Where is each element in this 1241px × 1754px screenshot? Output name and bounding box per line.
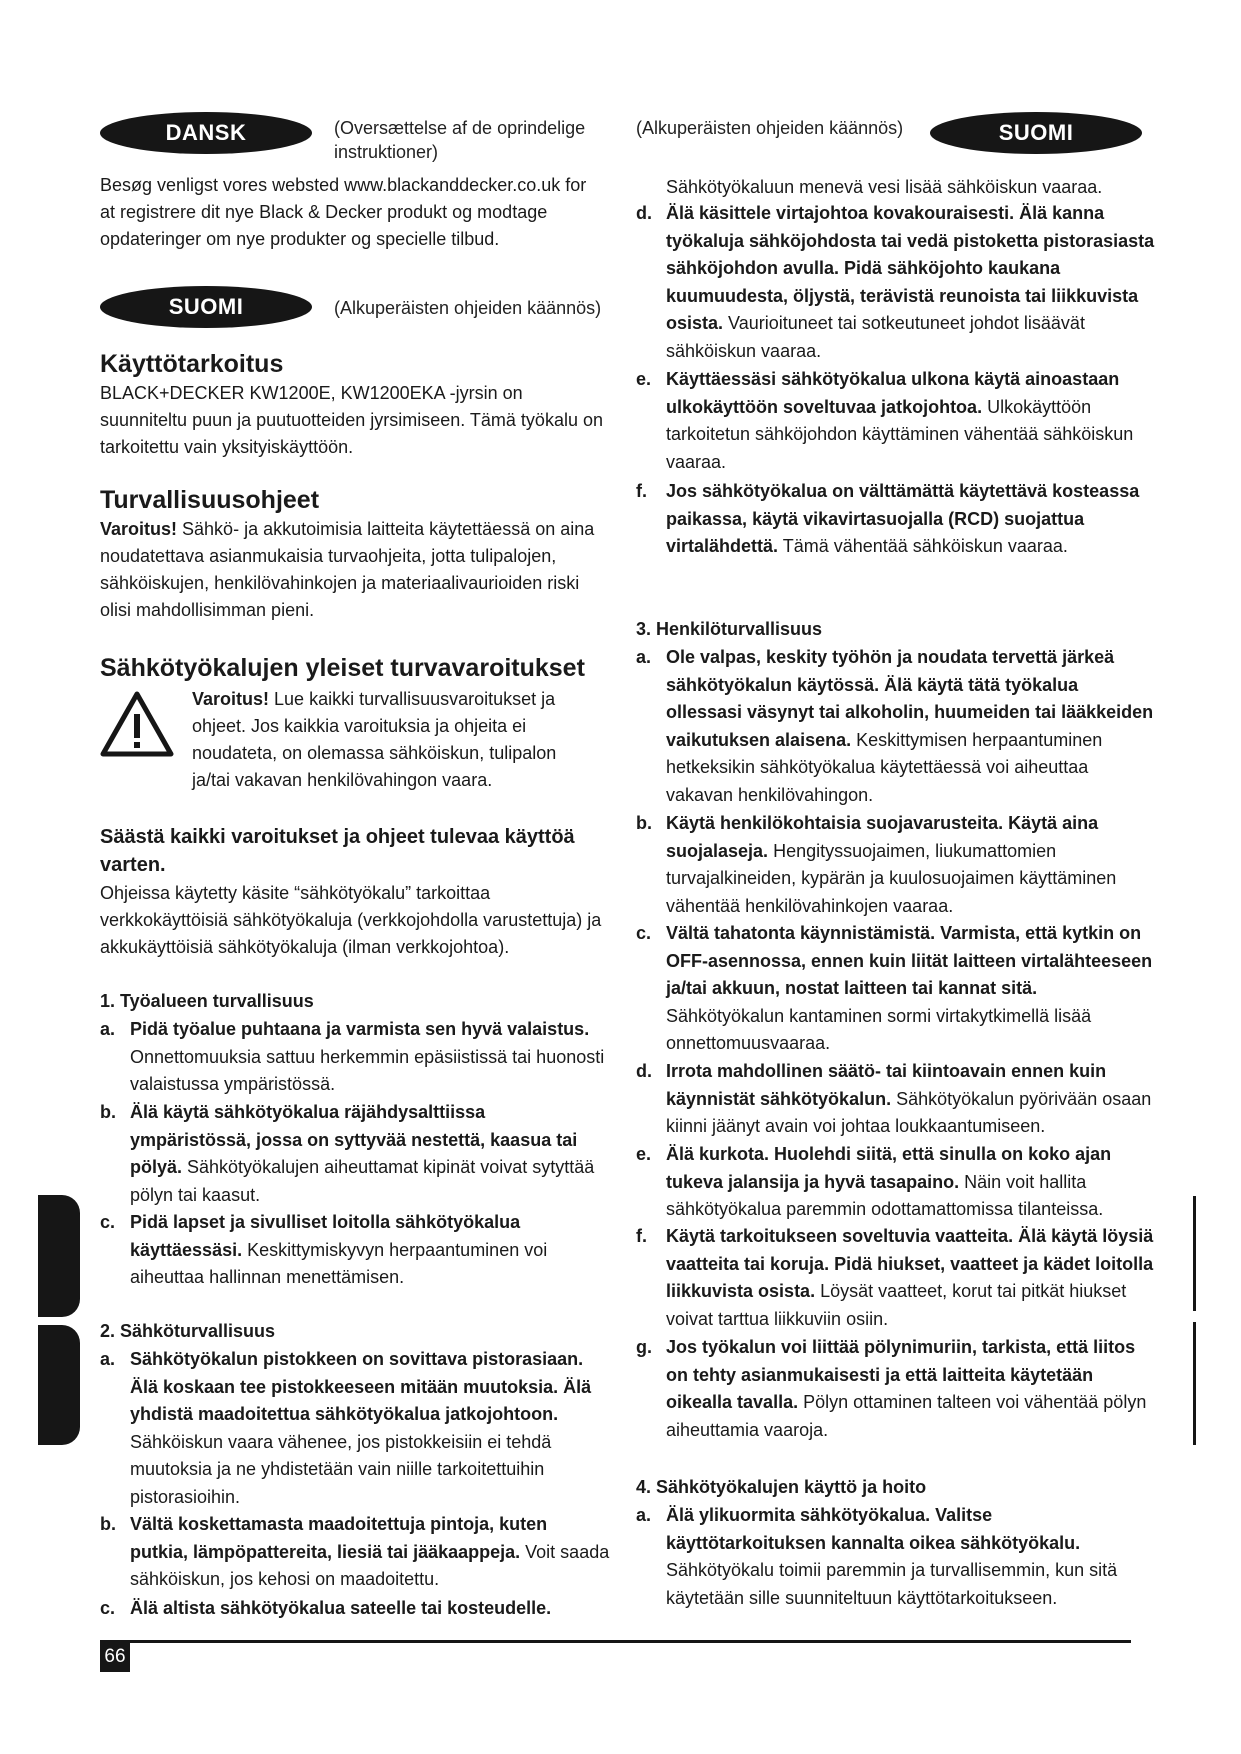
section-4-item-a: a. Älä ylikuormita sähkötyökalua. Valitse käyttötarkoituksen kannalta oikea sähkötyökalu. Sähkötyökalu toimii paremmin ja turvallisemmin, kun sitä käytetään sille suunniteltuun käyttötarkoitukseen.	[636, 1505, 1118, 1608]
section-2-item-f: f. Jos sähkötyökalua on välttämättä käytettävä kosteassa paikassa, käytä vikavirtasuojalla (RCD) suojattua virtalähdettä. Tämä vähentää sähköiskun vaaraa.	[636, 481, 1140, 556]
usage-section	[100, 348, 610, 461]
section-2-item-c: c. Älä altista sähkötyökalua sateelle tai kosteudelle.	[100, 1598, 552, 1618]
section-2-item-a: a. Sähkötyökalun pistokkeen on sovittava pistorasiaan. Älä koskaan tee pistokkeeseen mitään muutoksia. Älä yhdistä maadoitettua sähkötyökalua jatkojohtoon. Sähköiskun vaara vähenee, jos pistokkeisiin ei tehdä muutoksia ja ne yhdistetään vain niille tarkoitettuihin pistorasioihin.	[100, 1349, 592, 1507]
right-margin-bar-lower	[1193, 1322, 1196, 1445]
section-1-item-c: c. Pidä lapset ja sivulliset loitolla sähkötyökalua käyttäessäsi. Keskittymiskyvyn herpaantuminen voi aiheuttaa hallinnan menettämisen.	[100, 1212, 548, 1287]
warning-triangle-icon	[100, 690, 180, 762]
section-1-item-a: a. Pidä työalue puhtaana ja varmista sen hyvä valaistus. Onnettomuuksia sattuu herkemmin epäsiistissä tai huonosti valaistussa ympäristössä.	[100, 1019, 605, 1094]
safety-warning-text: Sähkö- ja akkutoimisia laitteita käytettäessä on aina noudatettava asianmukaisia turvaohjeita, jotta tulipalojen, sähköiskujen, henkilövahinkojen ja materiaalivaurioiden riski olisi mahdollisimman pieni.	[100, 519, 595, 620]
side-tab-upper	[38, 1195, 80, 1317]
section-1-heading: 1. Työalueen turvallisuus	[100, 991, 314, 1011]
dansk-language-badge: DANSK	[100, 112, 312, 154]
suomi-language-badge-right: SUOMI	[930, 112, 1142, 154]
safety-section	[100, 484, 610, 624]
suomi-language-badge-left: SUOMI	[100, 286, 312, 328]
usage-text: BLACK+DECKER KW1200E, KW1200EKA -jyrsin on suunniteltu puun ja puutuotteiden jyrsimiseen. Tämä työkalu on tarkoitettu vain yksityiskäyttöön.	[100, 383, 603, 457]
section-4-heading: 4. Sähkötyökalujen käyttö ja hoito	[636, 1477, 927, 1497]
section-3-item-c: c. Vältä tahatonta käynnistämistä. Varmista, että kytkin on OFF-asennossa, ennen kuin liität laitteen virtalähteeseen ja/tai akkuun, nostat laitteen tai kannat sitä. Sähkötyökalun kantaminen sormi virtakytkimellä lisää onnettomuusvaaraa.	[636, 923, 1153, 1053]
suomi-translation-note-left: (Alkuperäisten ohjeiden käännös)	[334, 298, 602, 318]
usage-title: Käyttötarkoitus	[100, 350, 284, 378]
section-1-item-b: b. Älä käytä sähkötyökalua räjähdysalttiissa ympäristössä, jossa on syttyvää nestettä, kaasua tai pölyä. Sähkötyökalujen aiheuttamat kipinät voivat sytyttää pölyn tai kaasut.	[100, 1102, 595, 1205]
footer-divider	[100, 1640, 1131, 1643]
dansk-intro-text: Besøg venligst vores websted www.blackanddecker.co.uk for at registrere dit nye Black & Decker produkt og modtage opdateringer om nye produkter og specielle tilbud.	[100, 175, 587, 249]
save-instructions-title: Säästä kaikki varoitukset ja ohjeet tulevaa käyttöä varten.	[100, 826, 575, 876]
safety-warning	[100, 516, 610, 624]
general-warning	[192, 686, 592, 794]
section-2-item-d: d. Älä käsittele virtajohtoa kovakouraisesti. Älä kanna työkaluja sähköjohdosta tai vedä pistoketta pistorasiasta sähköjohdon avulla. Pidä sähköjohto kaukana kuumuudesta, öljystä, terävistä reunoista tai liikkuvista osista. Vaurioituneet tai sotkeutuneet johdot lisäävät sähköiskun vaaraa.	[636, 203, 1155, 361]
safety-warning-label: Varoitus!	[100, 519, 178, 539]
right-margin-bar-upper	[1193, 1196, 1196, 1311]
section-2-item-c-continued: Sähkötyökaluun menevä vesi lisää sähköiskun vaaraa.	[666, 177, 1103, 197]
section-3-item-d: d. Irrota mahdollinen säätö- tai kiintoavain ennen kuin käynnistät sähkötyökalun. Sähkötyökalun pyörivään osaan kiinni jäänyt avain voi johtaa loukkaantumiseen.	[636, 1061, 1152, 1136]
section-3-item-e: e. Älä kurkota. Huolehdi siitä, että sinulla on koko ajan tukeva jalansija ja hyvä tasapaino. Näin voit hallita sähkötyökalua paremmin odottamattomissa tilanteissa.	[636, 1144, 1112, 1219]
safety-title: Turvallisuusohjeet	[100, 486, 320, 514]
general-warning-text: Lue kaikki turvallisuusvaroitukset ja ohjeet. Jos kaikkia varoituksia ja ohjeita ei noudateta, on olemassa sähköiskun, tulipalon ja/tai vakavan henkilövahingon vaara.	[192, 689, 557, 790]
page-number: 66	[100, 1642, 130, 1672]
section-2-item-e: e. Käyttäessäsi sähkötyökalua ulkona käytä ainoastaan ulkokäyttöön soveltuvaa jatkojohtoa. Ulkokäyttöön tarkoitetun sähköjohdon käyttäminen vähentää sähköiskun vaaraa.	[636, 369, 1134, 472]
dansk-translation-note: (Oversættelse af de oprindelige instruktioner)	[334, 118, 586, 162]
side-tab-lower	[38, 1325, 80, 1445]
save-instructions-text: Ohjeissa käytetty käsite “sähkötyökalu” tarkoittaa verkkokäyttöisiä sähkötyökaluja (verkkojohdolla varustettuja) ja akkukäyttöisiä sähkötyökaluja (ilman verkkojohtoa).	[100, 883, 602, 957]
section-2-heading: 2. Sähköturvallisuus	[100, 1321, 276, 1341]
section-3-item-f: f. Käytä tarkoitukseen soveltuvia vaatteita. Älä käytä löysiä vaatteita tai koruja. Pidä hiukset, vaatteet ja kädet loitolla liikkuvista osista. Löysät vaatteet, korut tai pitkät hiukset voivat tarttua liikkuviin osiin.	[636, 1226, 1154, 1329]
section-3-item-b: b. Käytä henkilökohtaisia suojavarusteita. Käytä aina suojalaseja. Hengityssuojaimen, liukumattomien turvajalkineiden, kypärän ja kuulosuojaimen käyttäminen vähentää henkilövahinkojen vaaraa.	[636, 813, 1117, 916]
section-3-item-a: a. Ole valpas, keskity työhön ja noudata tervettä järkeä sähkötyökalun käytössä. Älä käytä tätä työkalua ollessasi väsynyt tai alkoholin, huumeiden tai lääkkeiden vaikutuksen alaisena. Keskittymisen herpaantuminen hetkeksikin sähkötyökalua käytettäessä voi aiheuttaa vakavan henkilövahingon.	[636, 647, 1154, 805]
section-3-item-g: g. Jos työkalun voi liittää pölynimuriin, tarkista, että liitos on tehty asianmukaisesti ja että laitteita käytetään oikealla tavalla. Pölyn ottaminen talteen voi vähentää pölyn aiheuttamia vaaroja.	[636, 1337, 1147, 1440]
suomi-translation-note-right: (Alkuperäisten ohjeiden käännös)	[636, 118, 904, 138]
general-warnings-title: Sähkötyökalujen yleiset turvavaroitukset	[100, 654, 585, 682]
section-2-item-b: b. Vältä koskettamasta maadoitettuja pintoja, kuten putkia, lämpöpattereita, liesiä tai jääkaappeja. Voit saada sähköiskun, jos kehosi on maadoitettu.	[100, 1514, 610, 1589]
section-3-heading: 3. Henkilöturvallisuus	[636, 619, 823, 639]
general-warning-label: Varoitus!	[192, 689, 270, 709]
